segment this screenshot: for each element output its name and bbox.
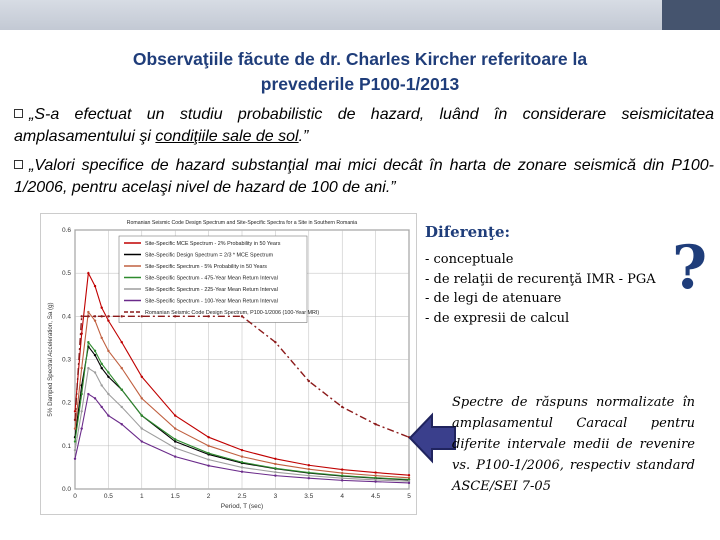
data-point — [121, 389, 123, 391]
y-axis-label: 5% Damped Spectral Acceleration, Sa (g) — [47, 302, 54, 417]
data-point — [87, 393, 89, 395]
data-point — [107, 350, 109, 352]
data-point — [241, 466, 243, 468]
data-point — [80, 427, 82, 429]
data-point — [121, 406, 123, 408]
data-point — [308, 471, 310, 473]
x-tick-label: 2.5 — [237, 493, 247, 500]
x-tick-label: 3.5 — [304, 493, 314, 500]
data-point — [174, 447, 176, 449]
data-point — [94, 319, 96, 321]
data-point — [87, 311, 89, 313]
data-point — [107, 315, 109, 317]
data-point — [274, 467, 276, 469]
data-point — [374, 474, 376, 476]
bullet-quote-2 — [14, 155, 714, 199]
data-point — [121, 423, 123, 425]
data-point — [80, 367, 82, 369]
data-point — [141, 427, 143, 429]
data-point — [74, 410, 76, 412]
checkbox-bullet-icon — [14, 160, 23, 169]
data-point — [121, 341, 123, 343]
header-accent-block — [662, 0, 720, 30]
data-point — [80, 410, 82, 412]
data-point — [87, 315, 89, 317]
x-tick-label: 4.5 — [371, 493, 381, 500]
bullet-1-end: .” — [298, 128, 309, 145]
slide-title-line1: Observaţiile făcute de dr. Charles Kircher referitoare la — [132, 49, 588, 69]
data-point — [107, 319, 109, 321]
data-point — [341, 406, 343, 408]
data-point — [341, 468, 343, 470]
data-point — [241, 449, 243, 451]
y-tick-label: 0.1 — [61, 442, 71, 450]
bullet-quote-1 — [14, 104, 714, 148]
differences-item: - conceptuale — [425, 252, 514, 267]
x-tick-label: 0 — [73, 493, 77, 500]
checkbox-bullet-icon — [14, 109, 23, 118]
data-point — [308, 380, 310, 382]
y-tick-label: 0.3 — [61, 356, 71, 364]
data-point — [274, 471, 276, 473]
data-point — [374, 477, 376, 479]
data-point — [341, 474, 343, 476]
y-tick-label: 0.2 — [61, 399, 71, 407]
header-bar — [0, 0, 720, 30]
data-point — [107, 376, 109, 378]
data-point — [101, 363, 103, 365]
data-point — [408, 474, 410, 476]
data-point — [141, 376, 143, 378]
data-point — [174, 414, 176, 416]
data-point — [207, 452, 209, 454]
legend-entry: Site-Specific Spectrum - 475-Year Mean Return Interval — [145, 275, 278, 282]
data-point — [94, 285, 96, 287]
legend-entry: Site-Specific Spectrum - 100-Year Mean Return Interval — [145, 298, 278, 305]
data-point — [80, 315, 82, 317]
slide-title-line2: prevederile P100-1/2013 — [260, 74, 460, 94]
x-tick-label: 2 — [206, 493, 211, 500]
x-tick-label: 5 — [407, 493, 411, 500]
data-point — [174, 440, 176, 442]
data-point — [341, 472, 343, 474]
differences-list — [425, 250, 656, 328]
x-axis-label: Period, T (sec) — [220, 503, 264, 510]
data-point — [74, 458, 76, 460]
bullet-1-text: „S-a efectuat un studiu probabilistic de hazard, luând în considerare seismicitatea amplasamentului şi — [14, 106, 714, 145]
legend-entry: Site-Specific MCE Spectrum - 2% Probability in 50 Years — [145, 241, 281, 247]
data-point — [141, 315, 143, 317]
x-tick-label: 3 — [273, 493, 278, 500]
x-tick-label: 0.5 — [103, 493, 113, 500]
data-point — [374, 480, 376, 482]
data-point — [174, 427, 176, 429]
data-point — [107, 393, 109, 395]
data-point — [207, 464, 209, 466]
data-point — [274, 458, 276, 460]
data-point — [101, 307, 103, 309]
data-point — [308, 477, 310, 479]
data-point — [374, 423, 376, 425]
legend-entry: Site-Specific Design Spectrum = 2/3 * MCE Spectrum — [145, 252, 274, 259]
y-tick-label: 0.5 — [61, 270, 71, 278]
data-point — [274, 474, 276, 476]
data-point — [274, 463, 276, 465]
data-point — [374, 471, 376, 473]
x-tick-label: 1 — [139, 493, 144, 500]
data-point — [101, 384, 103, 386]
data-point — [207, 445, 209, 447]
data-point — [241, 471, 243, 473]
data-point — [207, 458, 209, 460]
data-point — [101, 367, 103, 369]
question-mark: ? — [672, 233, 708, 303]
data-point — [94, 397, 96, 399]
data-point — [107, 371, 109, 373]
data-point — [308, 474, 310, 476]
data-point — [74, 419, 76, 421]
spectra-chart — [40, 213, 417, 515]
data-point — [74, 427, 76, 429]
bullet-2-text: „Valori specifice de hazard substanţial mai mici decât în harta de zonare seismică din P100-1/2006, pentru acelaşi nivel de hazard de 100 de ani.” — [14, 157, 714, 196]
data-point — [308, 468, 310, 470]
data-point — [87, 367, 89, 369]
data-point — [87, 341, 89, 343]
data-point — [80, 393, 82, 395]
legend-entry: Site-Specific Spectrum - 225-Year Mean Return Interval — [145, 287, 278, 293]
x-tick-label: 1.5 — [170, 493, 180, 500]
data-point — [241, 455, 243, 457]
data-point — [341, 479, 343, 481]
slide-title — [40, 47, 680, 97]
data-point — [174, 455, 176, 457]
data-point — [121, 367, 123, 369]
data-point — [408, 482, 410, 484]
legend-entry: Site-Specific Spectrum - 5% Probability in 50 Years — [145, 264, 267, 270]
data-point — [141, 440, 143, 442]
data-point — [308, 464, 310, 466]
data-point — [121, 315, 123, 317]
data-point — [74, 449, 76, 451]
differences-item: - de expresii de calcul — [425, 310, 570, 326]
data-point — [207, 436, 209, 438]
data-point — [274, 341, 276, 343]
chart-title: Romanian Seismic Code Design Spectrum and Site-Specific Spectra for a Site in Southern Romania — [126, 220, 358, 226]
legend-entry: Romanian Seismic Code Design Spectrum, P100-1/2006 (100-Year MRI) — [145, 310, 320, 316]
data-point — [107, 414, 109, 416]
differences-item: - de legi de atenuare — [425, 291, 562, 306]
y-tick-label: 0.4 — [61, 313, 71, 321]
data-point — [241, 461, 243, 463]
data-point — [141, 397, 143, 399]
y-tick-label: 0.6 — [61, 227, 71, 234]
y-tick-label: 0.0 — [61, 486, 71, 493]
differences-title: Diferenţe: — [425, 223, 511, 241]
data-point — [141, 414, 143, 416]
data-point — [94, 354, 96, 356]
data-point — [94, 350, 96, 352]
bullet-1-underlined: condiţiile sale de sol — [155, 128, 299, 145]
x-tick-label: 4 — [340, 493, 345, 500]
spectra-caption: Spectre de răspuns normalizate în amplasamentul Caracal pentru diferite intervale medii de revenire vs. P100-1/2006, respectiv standard ASCE/SEI 7-05 — [452, 395, 695, 494]
data-point — [101, 315, 103, 317]
data-point — [101, 406, 103, 408]
data-point — [101, 337, 103, 339]
data-point — [94, 371, 96, 373]
differences-item: - de relaţii de recurenţă IMR - PGA — [425, 271, 656, 287]
data-point — [174, 438, 176, 440]
data-point — [87, 272, 89, 274]
data-point — [341, 477, 343, 479]
data-point — [94, 315, 96, 317]
left-arrow-icon — [408, 412, 458, 464]
